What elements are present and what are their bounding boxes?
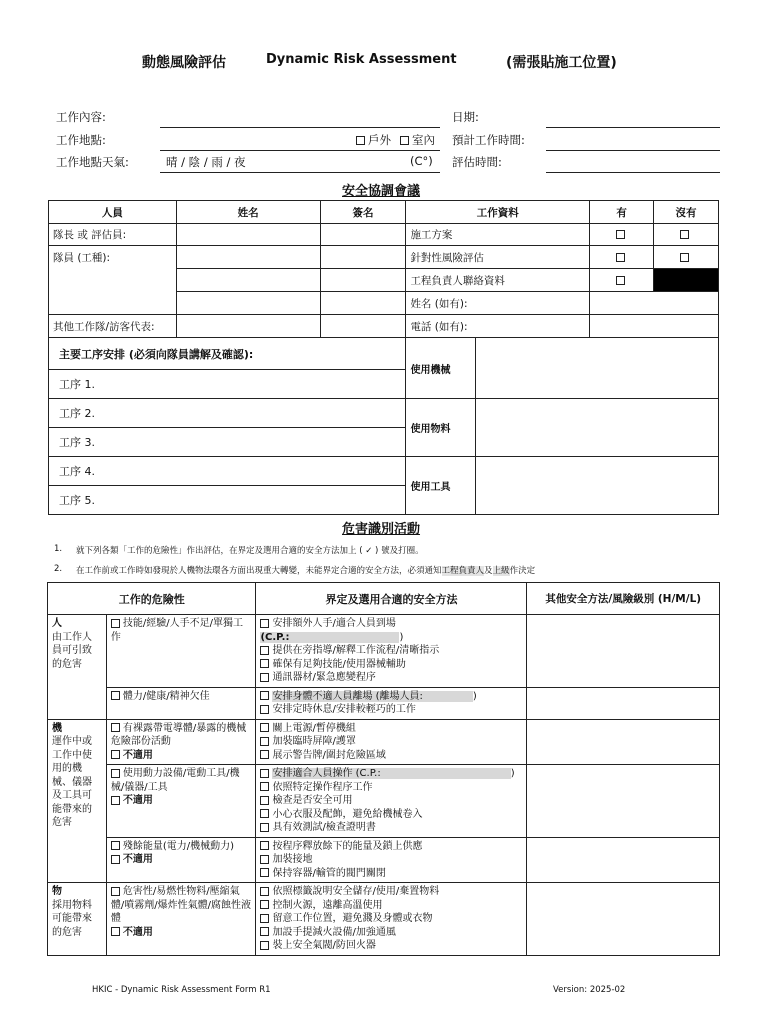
method-yes-checkbox[interactable] [616, 230, 625, 239]
ra-no-checkbox[interactable] [680, 253, 689, 262]
hazard-p2: 體力/健康/精神欠佳 [106, 687, 256, 719]
m1-na-checkbox[interactable] [111, 750, 120, 759]
other-m3[interactable] [527, 837, 720, 883]
member-name-cell-3[interactable] [176, 292, 320, 315]
p2-m2-checkbox[interactable] [260, 705, 269, 714]
methods-p2: 安排身體不適人員離場 (離場人員: ) 安排定時休息/安排較輕巧的工作 [256, 687, 527, 719]
other-signature-cell[interactable] [320, 315, 406, 338]
member-name-cell-2[interactable] [176, 269, 320, 292]
procedure-4[interactable]: 工序 4. [49, 457, 406, 486]
materials-field[interactable] [476, 399, 719, 457]
category-people: 人 由工作人員可引致的危害 [48, 615, 107, 720]
other-s1[interactable] [527, 883, 720, 956]
m3-m1-checkbox[interactable] [260, 841, 269, 850]
methods-p1: 安排額外人手/適合人員到場 (C.P.: ) 提供在旁指導/解釋工作流程/清晰指示 確保有足夠技能/使用器械輔助 通訊器材/緊急應變程序 [256, 615, 527, 688]
methods-s1: 依照標籤說明安全儲存/使用/棄置物料 控制火源，遠離高溫使用 留意工作位置，避免濺及身體或衣物 加設手提減火設備/加強通風 裝上安全氣閥/防回火器 [256, 883, 527, 956]
member-signature-cell-3[interactable] [320, 292, 406, 315]
doc-phone-if-any: 電話 (如有): [406, 315, 590, 338]
leader-signature-cell[interactable] [320, 224, 406, 246]
outdoor-option[interactable]: 戶外 [356, 132, 391, 148]
engineer-name-field[interactable] [590, 292, 719, 315]
note-2: 在工作前或工作時如發現於人機物法環各方面出現重大轉變，未能界定合適的安全方法，必須通知工程負責人及上級作決定 [76, 566, 536, 576]
m1-m3-checkbox[interactable] [260, 750, 269, 759]
procedure-2[interactable]: 工序 2. [49, 399, 406, 428]
hazard-p1-checkbox[interactable] [111, 619, 120, 628]
col-hazard: 工作的危險性 [48, 583, 256, 615]
doc-method-statement: 施工方案 [406, 224, 590, 246]
hazard-s1: 危害性/易燃性物料/壓縮氣體/噴霧劑/爆炸性氣體/腐蝕性液體 不適用 [106, 883, 256, 956]
s1-na-checkbox[interactable] [111, 927, 120, 936]
note-1-number: 1. [54, 544, 63, 554]
member-name-cell-1[interactable] [176, 246, 320, 269]
hazard-m2: 使用動力設備/電動工具/機械/儀器/工具 不適用 [106, 765, 256, 838]
p1-m4-checkbox[interactable] [260, 673, 269, 682]
indoor-checkbox[interactable] [400, 136, 409, 145]
hazard-p1: 技能/經驗/人手不足/單獨工作 [106, 615, 256, 688]
note-2-number: 2. [54, 564, 63, 574]
other-name-cell[interactable] [176, 315, 320, 338]
procedure-1[interactable]: 工序 1. [49, 370, 406, 399]
row-other-label: 其他工作隊/訪客代表: [49, 315, 177, 338]
methods-m2: 安排適合人員操作 (C.P.: ) 依照特定操作程序工作 檢查是否安全可用 小心衣服及配飾，避免給機械卷入 具有效測試/檢查證明書 [256, 765, 527, 838]
m1-m1-checkbox[interactable] [260, 723, 269, 732]
weather-field[interactable] [160, 172, 440, 173]
hazard-m3-checkbox[interactable] [111, 841, 120, 850]
procedures-heading: 主要工序安排 (必須向隊員講解及確認): [49, 338, 406, 370]
assess-time-label: 評估時間: [452, 155, 502, 169]
row-leader-label: 隊長 或 評估員: [49, 224, 177, 246]
category-machine: 機 運作中或工作中使用的機械、儀器及工具可能帶來的危害 [48, 719, 107, 883]
weather-options[interactable]: 晴 / 陰 / 雨 / 夜 [166, 155, 246, 169]
row-member-label: 隊員 (工種): [49, 246, 177, 315]
date-label: 日期: [452, 110, 479, 124]
indoor-option[interactable]: 室內 [400, 132, 435, 148]
engineer-phone-field[interactable] [590, 315, 719, 338]
hazard-heading: 危害識別活動 [342, 522, 421, 537]
other-m2[interactable] [527, 765, 720, 838]
p1-m2-checkbox[interactable] [260, 646, 269, 655]
p2-m1-checkbox[interactable] [260, 691, 269, 700]
m1-m2-checkbox[interactable] [260, 737, 269, 746]
procedure-3[interactable]: 工序 3. [49, 428, 406, 457]
doc-specific-ra: 針對性風險評估 [406, 246, 590, 269]
leader-name-cell[interactable] [176, 224, 320, 246]
m2-m1-checkbox[interactable] [260, 769, 269, 778]
col-yes: 有 [590, 201, 654, 224]
footer-version: Version: 2025-02 [553, 985, 626, 995]
contact-yes-checkbox[interactable] [616, 276, 625, 285]
weather-label: 工作地點天氣: [56, 155, 129, 169]
col-no: 沒有 [654, 201, 719, 224]
assess-time-field[interactable] [546, 172, 720, 173]
member-signature-cell-1[interactable] [320, 246, 406, 269]
methods-m3: 按程序釋放餘下的能量及鎖上供應 加裝接地 保持容器/輸管的閥門關閉 [256, 837, 527, 883]
m3-m2-checkbox[interactable] [260, 855, 269, 864]
col-work-info: 工作資料 [406, 201, 590, 224]
m2-m2-checkbox[interactable] [260, 782, 269, 791]
s1-m4-checkbox[interactable] [260, 927, 269, 936]
hazard-m1-checkbox[interactable] [111, 723, 120, 732]
tools-field[interactable] [476, 457, 719, 515]
method-no-checkbox[interactable] [680, 230, 689, 239]
form-title-en: Dynamic Risk Assessment [266, 52, 457, 67]
outdoor-checkbox[interactable] [356, 136, 365, 145]
temperature-unit: (C°) [410, 154, 433, 168]
planned-time-field[interactable] [546, 150, 720, 151]
work-content-field[interactable] [160, 127, 440, 128]
hazard-m2-checkbox[interactable] [111, 769, 120, 778]
note-1: 就下列各類「工作的危險性」作出評估，在界定及選用合適的安全方法加上 ( ✓ ) 號及打圈。 [76, 546, 424, 556]
form-title-zh: 動態風險評估 [142, 55, 226, 71]
work-content-label: 工作內容: [56, 110, 106, 124]
m2-m4-checkbox[interactable] [260, 809, 269, 818]
hazard-p2-checkbox[interactable] [111, 691, 120, 700]
col-signature: 簽名 [320, 201, 406, 224]
m3-m3-checkbox[interactable] [260, 868, 269, 877]
tools-label: 使用工具 [406, 457, 476, 515]
procedure-5[interactable]: 工序 5. [49, 486, 406, 515]
footer-form-id: HKIC - Dynamic Risk Assessment Form R1 [92, 985, 271, 995]
ra-yes-checkbox[interactable] [616, 253, 625, 262]
posting-note: (需張貼施工位置) [506, 55, 617, 71]
p1-m3-checkbox[interactable] [260, 659, 269, 668]
procedures-table [48, 337, 719, 515]
m3-na-checkbox[interactable] [111, 855, 120, 864]
category-material: 物 採用物料可能帶來的危害 [48, 883, 107, 956]
col-person: 人員 [49, 201, 177, 224]
m2-m3-checkbox[interactable] [260, 796, 269, 805]
other-p1[interactable] [527, 615, 720, 688]
machinery-field[interactable] [476, 338, 719, 399]
methods-m1: 關上電源/暫停機組 加裝臨時屏障/護罩 展示警告牌/圍封危險區域 [256, 719, 527, 765]
hazard-s1-checkbox[interactable] [111, 887, 120, 896]
col-name: 姓名 [176, 201, 320, 224]
s1-m1-checkbox[interactable] [260, 887, 269, 896]
other-m1[interactable] [527, 719, 720, 765]
date-field[interactable] [546, 127, 720, 128]
m2-na-checkbox[interactable] [111, 796, 120, 805]
s1-m2-checkbox[interactable] [260, 900, 269, 909]
hazard-m1: 有裸露帶電導體/暴露的機械危險部份活動 不適用 [106, 719, 256, 765]
planned-time-label: 預計工作時間: [452, 133, 525, 147]
other-p2[interactable] [527, 687, 720, 719]
contact-no-blocked [654, 269, 719, 292]
machinery-label: 使用機械 [406, 338, 476, 399]
doc-engineer-contact: 工程負責人聯絡資料 [406, 269, 590, 292]
s1-m3-checkbox[interactable] [260, 914, 269, 923]
col-other-method: 其他安全方法/風險級別 (H/M/L) [527, 583, 720, 615]
work-location-label: 工作地點: [56, 133, 106, 147]
work-location-field[interactable] [160, 150, 440, 151]
materials-label: 使用物料 [406, 399, 476, 457]
hazard-m3: 殘餘能量(電力/機械動力) 不適用 [106, 837, 256, 883]
meeting-heading: 安全協調會議 [342, 184, 421, 199]
p1-m1-checkbox[interactable] [260, 619, 269, 628]
member-signature-cell-2[interactable] [320, 269, 406, 292]
s1-m5-checkbox[interactable] [260, 941, 269, 950]
col-safety-method: 界定及選用合適的安全方法 [256, 583, 527, 615]
m2-m5-checkbox[interactable] [260, 823, 269, 832]
hazard-table [47, 582, 720, 956]
meeting-table [48, 200, 719, 338]
doc-name-if-any: 姓名 (如有): [406, 292, 590, 315]
